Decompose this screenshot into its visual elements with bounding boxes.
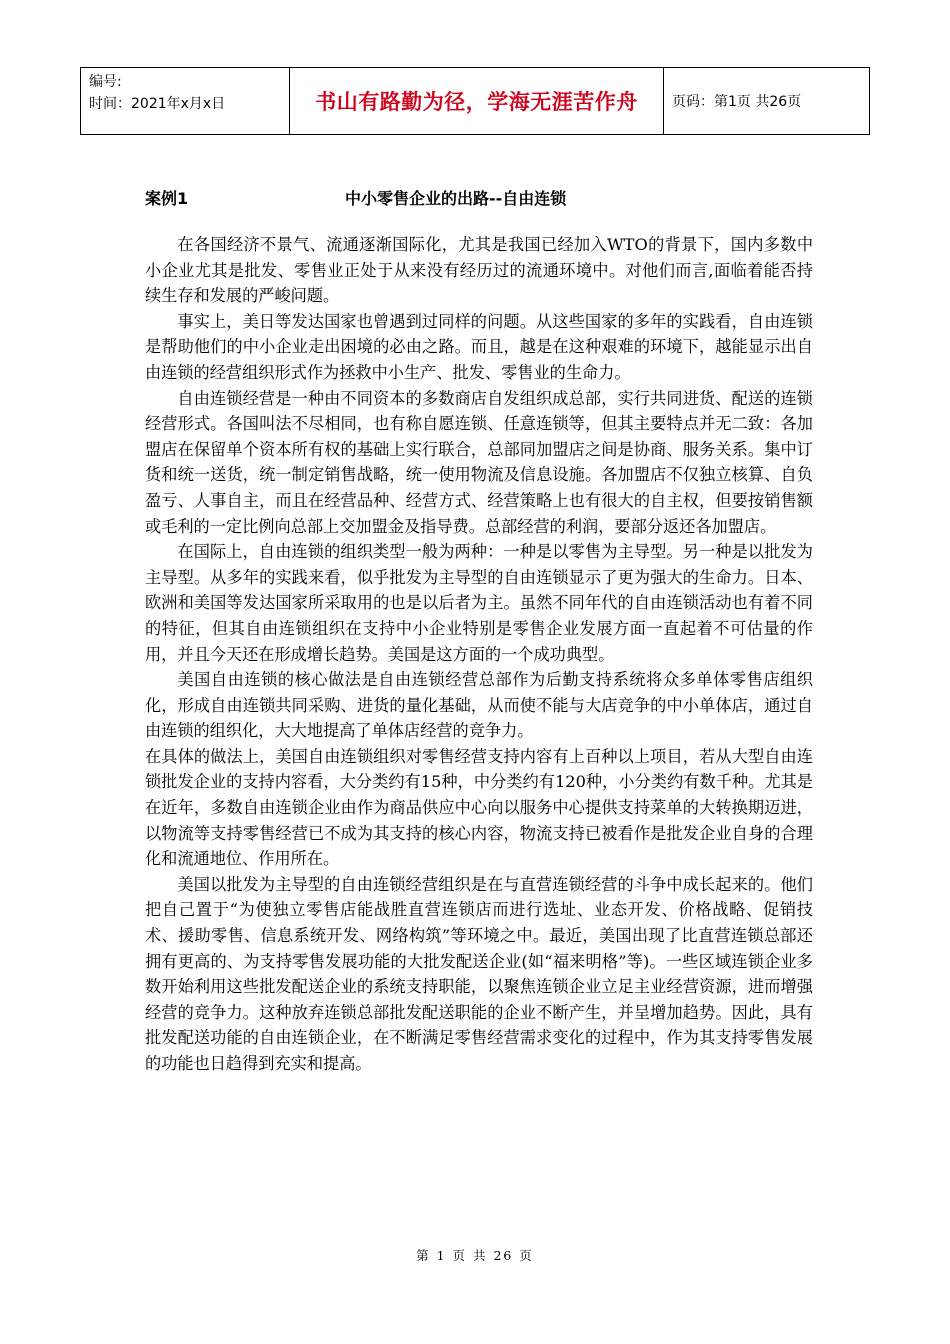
document-title: 中小零售企业的出路--自由连锁	[345, 189, 567, 208]
header-page-cell	[664, 68, 870, 135]
body-text	[145, 232, 813, 1077]
motto-text: 书山有路勤为径，学海无涯苦作舟	[315, 90, 638, 114]
paragraph: 自由连锁经营是一种由不同资本的多数商店自发组织成总部，实行共同进货、配送的连锁经营形式。各国叫法不尽相同，也有称自愿连锁、任意连锁等，但其主要特点并无二致：各加盟店在保留单个资本所有权的基础上实行联合，总部同加盟店之间是协商、服务关系。集中订货和统一送货，统一制定销售战略，统一使用物流及信息设施。各加盟店不仅独立核算、自负盈亏、人事自主，而且在经营品种、经营方式、经营策略上也有很大的自主权，但要按销售额或毛利的一定比例向总部上交加盟金及指导费。总部经营的利润，要部分返还各加盟店。	[145, 388, 813, 536]
header-meta-cell	[81, 68, 290, 135]
paragraph: 在各国经济不景气、流通逐渐国际化，尤其是我国已经加入WTO的背景下，国内多数中小企业尤其是批发、零售业正处于从来没有经历过的流通环境中。对他们而言,面临着能否持续生存和发展的严峻问题。	[145, 235, 813, 306]
case-label: 案例1	[145, 189, 189, 208]
header-table	[80, 67, 870, 135]
paragraph: 美国以批发为主导型的自由连锁经营组织是在与直营连锁经营的斗争中成长起来的。他们把自己置于“为使独立零售店能战胜直营连锁店而进行选址、业态开发、价格战略、促销技术、援助零售、信息系统开发、网络构筑”等环境之中。最近，美国出现了比直营连锁总部还拥有更高的、为支持零售发展功能的大批发配送企业(如“福来明格”等)。一些区域连锁企业多数开始利用这些批发配送企业的系统支持职能，以聚焦连锁企业立足主业经营资源，进而增强经营的竞争力。这种放弃连锁总部批发配送职能的企业不断产生，并呈增加趋势。因此，具有批发配送功能的自由连锁企业，在不断满足零售经营需求变化的过程中，作为其支持零售发展的功能也日趋得到充实和提高。	[145, 874, 813, 1073]
paragraph: 事实上，美日等发达国家也曾遇到过同样的问题。从这些国家的多年的实践看，自由连锁是帮助他们的中小企业走出困境的必由之路。而且，越是在这种艰难的环境下，越能显示出自由连锁的经营组织形式作为拯救中小生产、批发、零售业的生命力。	[145, 311, 813, 382]
page-info: 页码：第1页 共26页	[672, 94, 802, 110]
number-label: 编号:	[89, 74, 122, 90]
paragraph: 在具体的做法上，美国自由连锁组织对零售经营支持内容有上百种以上项目，若从大型自由连锁批发企业的支持内容看，大分类约有15种，中分类约有120种，小分类约有数千种。尤其是在近年，多数自由连锁企业由作为商品供应中心向以服务中心提供支持菜单的大转换期迈进，以物流等支持零售经营已不成为其支持的核心内容，物流支持已被看作是批发企业自身的合理化和流通地位、作用所在。	[145, 746, 813, 869]
header-motto-cell	[290, 68, 664, 135]
time-label: 时间：2021年x月x日	[89, 96, 226, 112]
paragraph: 美国自由连锁的核心做法是自由连锁经营总部作为后勤支持系统将众多单体零售店组织化，形成自由连锁共同采购、进货的量化基础，从而使不能与大店竞争的中小单体店，通过自由连锁的组织化，大大地提高了单体店经营的竞争力。	[145, 670, 813, 741]
paragraph: 在国际上，自由连锁的组织类型一般为两种：一种是以零售为主导型。另一种是以批发为主导型。从多年的实践来看，似乎批发为主导型的自由连锁显示了更为强大的生命力。日本、欧洲和美国等发达国家所采取用的也是以后者为主。虽然不同年代的自由连锁活动也有着不同的特征，但其自由连锁组织在支持中小企业特别是零售企业发展方面一直起着不可估量的作用，并且今天还在形成增长趋势。美国是这方面的一个成功典型。	[145, 542, 813, 664]
page-footer: 第 1 页 共 26 页	[416, 1248, 534, 1263]
